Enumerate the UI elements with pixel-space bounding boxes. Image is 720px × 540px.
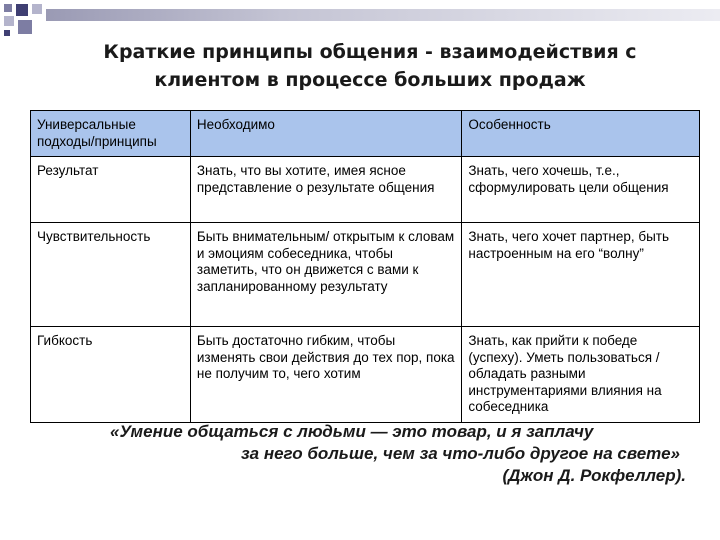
principles-table — [30, 110, 700, 423]
table-cell: Результат — [31, 157, 191, 223]
table-header-row — [31, 111, 700, 157]
table-row — [31, 157, 700, 223]
decor-square — [32, 4, 42, 14]
quote-block — [96, 421, 686, 487]
decor-square — [4, 4, 12, 12]
decor-square — [4, 16, 14, 26]
quote-author: (Джон Д. Рокфеллер). — [502, 466, 686, 485]
header-gradient-bar — [46, 9, 720, 21]
table-cell: Быть внимательным/ открытым к словам и эмоциям собеседника, чтобы заметить, что он движется с вами к запланированному результату — [190, 223, 462, 327]
table-row — [31, 223, 700, 327]
header-cell: Необходимо — [190, 111, 462, 157]
table-cell: Чувствительность — [31, 223, 191, 327]
decor-square — [16, 4, 28, 16]
quote-line: за него больше, чем за что-либо другое на свете» — [240, 444, 680, 463]
table-cell: Знать, чего хочешь, т.е., сформулировать цели общения — [462, 157, 700, 223]
table-cell: Знать, как прийти к победе (успеху). Уметь пользоваться /обладать разными инструментариями влияния на собеседника — [462, 327, 700, 423]
table-cell: Гибкость — [31, 327, 191, 423]
header-cell: Особенность — [462, 111, 700, 157]
decor-square — [18, 20, 32, 34]
page-title: Краткие принципы общения - взаимодействия с клиентом в процессе больших продаж — [103, 41, 637, 91]
table-cell: Знать, чего хочет партнер, быть настроенным на его “волну” — [462, 223, 700, 327]
header-cell: Универсальные подходы/принципы — [31, 111, 191, 157]
decor-square — [4, 30, 10, 36]
table-cell: Знать, что вы хотите, имея ясное представление о результате общения — [190, 157, 462, 223]
table-cell: Быть достаточно гибким, чтобы изменять свои действия до тех пор, пока не получим то, чего хотим — [190, 327, 462, 423]
table-row — [31, 327, 700, 423]
quote-line: «Умение общаться с людьми — это товар, и я заплачу — [110, 422, 594, 441]
decorative-header — [0, 0, 720, 40]
